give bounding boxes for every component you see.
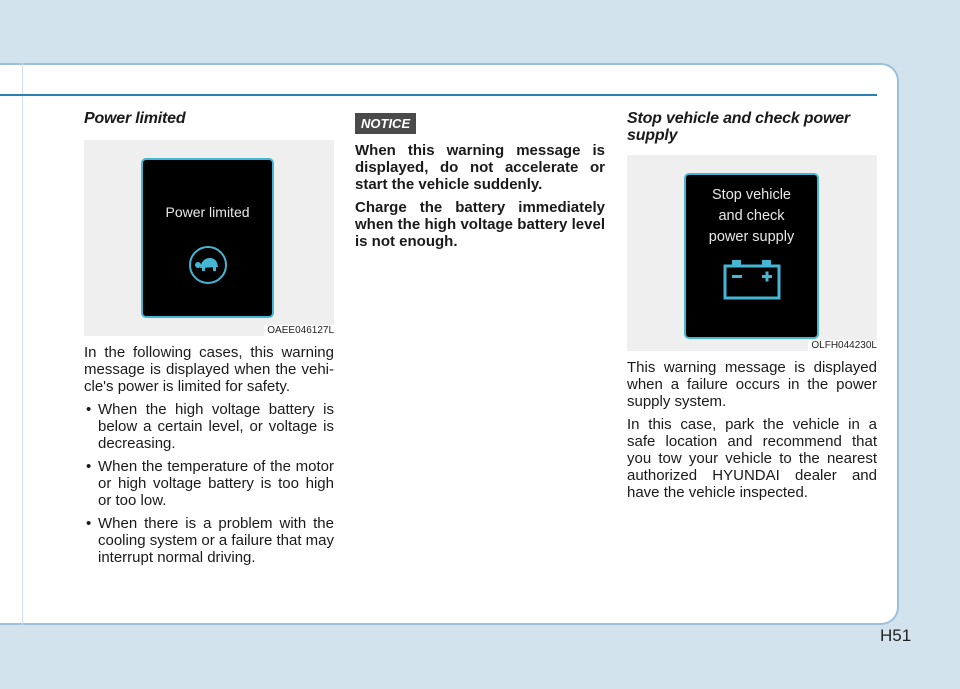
list-item: • When there is a problem with the cooling system or a failure that may interrupt normal driving. bbox=[84, 515, 334, 566]
notice-badge: NOTICE bbox=[355, 113, 416, 134]
cluster-display bbox=[684, 173, 819, 339]
header-rule bbox=[0, 94, 877, 96]
display-line: power supply bbox=[708, 229, 795, 245]
description-text: This warning message is displayed when a failure occurs in the power supply system. bbox=[627, 359, 877, 410]
section-title: Power limited bbox=[84, 110, 186, 127]
description-text: In this case, park the vehicle in a safe location and recommend that you tow your vehicle to the nearest authorized HYUNDAI dealer and have the vehicle inspected. bbox=[627, 416, 877, 501]
display-line: and check bbox=[718, 208, 785, 224]
column-power-limited bbox=[84, 110, 334, 572]
section-title: Stop vehicle and check power supply bbox=[627, 110, 850, 144]
battery-icon bbox=[722, 258, 782, 300]
list-item: • When the temperature of the motor or high voltage battery is too high or too low. bbox=[84, 458, 334, 509]
list-item: • When the high voltage battery is below a certain level, or voltage is decreasing. bbox=[84, 401, 334, 452]
margin-line bbox=[22, 63, 23, 625]
conditions-list bbox=[84, 401, 334, 566]
column-notice bbox=[355, 110, 605, 256]
turtle-icon bbox=[188, 245, 228, 285]
figure-power-limited bbox=[84, 140, 334, 336]
intro-text: In the following cases, this warning message is displayed when the vehi-cle's power is limited for safety. bbox=[84, 344, 334, 395]
figure-stop-vehicle bbox=[627, 155, 877, 351]
display-line: Stop vehicle bbox=[712, 187, 791, 203]
notice-text: Charge the battery immediately when the high voltage battery level is not enough. bbox=[355, 199, 605, 250]
cluster-display bbox=[141, 158, 274, 318]
page-number: H51 bbox=[880, 626, 912, 645]
figure-code: OLFH044230L bbox=[808, 340, 877, 351]
notice-text: When this warning message is displayed, do not accelerate or start the vehicle suddenly. bbox=[355, 142, 605, 193]
display-text: Power limited bbox=[165, 204, 250, 220]
figure-code: OAEE046127L bbox=[264, 325, 334, 336]
column-stop-vehicle bbox=[627, 110, 877, 507]
